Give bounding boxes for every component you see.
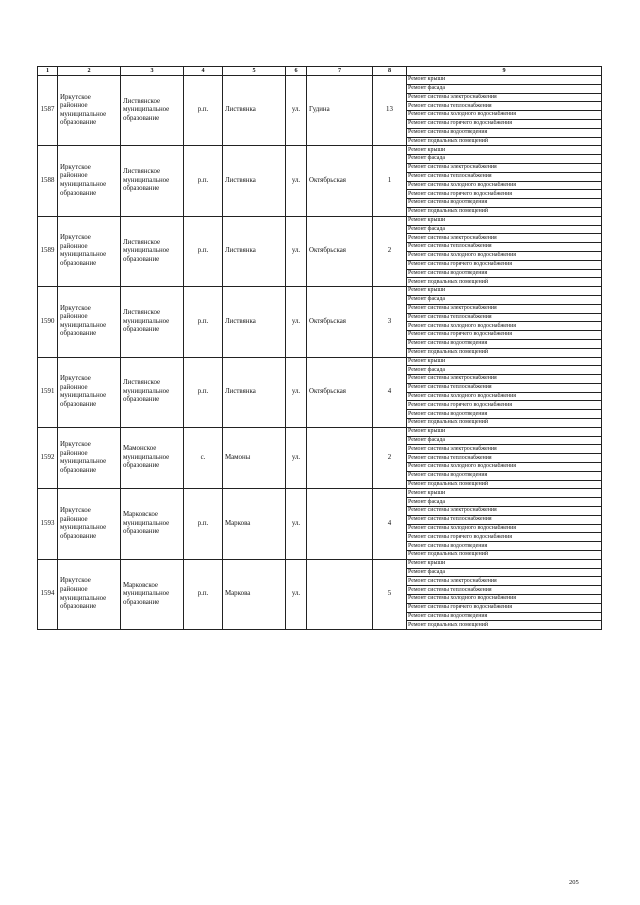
municipality-name: Листвянское муниципальное образование [123, 168, 170, 193]
header-col-6: 6 [286, 67, 307, 76]
locality-name-cell [223, 287, 286, 357]
work-item: Ремонт системы горячего водоснабжения [407, 603, 602, 612]
header-row [38, 67, 602, 76]
house-number: 13 [386, 106, 393, 114]
district-name-cell [58, 489, 121, 559]
table-row [38, 76, 602, 85]
work-item: Ремонт подвальных помещений [407, 348, 602, 357]
house-number-cell [373, 559, 407, 629]
street-name-cell [307, 559, 373, 629]
work-item: Ремонт фасада [407, 295, 602, 304]
work-item: Ремонт системы холодного водоснабжения [407, 251, 602, 260]
locality-name-cell [223, 427, 286, 489]
work-item: Ремонт системы водоотведения [407, 269, 602, 278]
record-number-cell [38, 76, 58, 146]
house-number: 4 [387, 387, 392, 395]
header-col-1: 1 [38, 67, 58, 76]
work-item: Ремонт системы электроснабжения [407, 375, 602, 384]
work-item: Ремонт системы водоотведения [407, 542, 602, 551]
record-number: 1594 [40, 590, 55, 598]
table-body [38, 76, 602, 630]
locality-type-cell [184, 287, 223, 357]
locality-name: Листвянка [225, 106, 256, 114]
street-type-cell [286, 146, 307, 216]
locality-type-cell [184, 559, 223, 629]
locality-name-cell [223, 216, 286, 286]
work-item: Ремонт системы горячего водоснабжения [407, 190, 602, 199]
work-item: Ремонт системы электроснабжения [407, 163, 602, 172]
page-number: 205 [569, 879, 579, 886]
header-col-4: 4 [184, 67, 223, 76]
locality-type: р.п. [197, 317, 209, 325]
municipality-name: Марковское муниципальное образование [123, 511, 170, 536]
record-number: 1590 [40, 317, 55, 325]
work-item: Ремонт системы водоотведения [407, 128, 602, 137]
house-number-cell [373, 146, 407, 216]
header-col-7: 7 [307, 67, 373, 76]
locality-type: р.п. [197, 176, 209, 184]
record-number: 1591 [40, 387, 55, 395]
locality-name-cell [223, 357, 286, 427]
table-row [38, 357, 602, 366]
house-number: 1 [387, 176, 392, 184]
work-item: Ремонт крыши [407, 559, 602, 568]
work-item: Ремонт крыши [407, 427, 602, 436]
work-item: Ремонт крыши [407, 216, 602, 225]
locality-type: р.п. [197, 519, 209, 527]
house-number: 5 [387, 590, 392, 598]
locality-name: Маркова [225, 519, 251, 527]
locality-type-cell [184, 427, 223, 489]
table-row [38, 146, 602, 155]
work-item: Ремонт системы холодного водоснабжения [407, 111, 602, 120]
house-number-cell [373, 287, 407, 357]
street-type: ул. [291, 247, 301, 255]
district-name-cell [58, 427, 121, 489]
house-number: 2 [387, 453, 392, 461]
street-name-cell [307, 287, 373, 357]
locality-name-cell [223, 146, 286, 216]
work-item: Ремонт системы водоотведения [407, 199, 602, 208]
municipality-name-cell [121, 427, 184, 489]
work-item: Ремонт фасада [407, 568, 602, 577]
district-name: Иркутское районное муниципальное образование [60, 440, 107, 474]
table-row [38, 287, 602, 296]
municipality-name: Листвянское муниципальное образование [123, 97, 170, 122]
municipality-name-cell [121, 357, 184, 427]
district-name: Иркутское районное муниципальное образование [60, 163, 107, 197]
locality-name: Маркова [225, 590, 251, 598]
work-item: Ремонт крыши [407, 287, 602, 296]
work-item: Ремонт системы электроснабжения [407, 577, 602, 586]
municipality-name: Листвянское муниципальное образование [123, 308, 170, 334]
street-type: ул. [291, 387, 301, 395]
header-col-2: 2 [58, 67, 121, 76]
record-number-cell [38, 489, 58, 559]
locality-name: Листвянка [225, 387, 256, 395]
street-type: ул. [291, 519, 301, 527]
work-item: Ремонт подвальных помещений [407, 278, 602, 287]
house-number: 2 [387, 247, 392, 255]
locality-type: с. [200, 453, 206, 461]
house-number: 4 [387, 519, 392, 527]
locality-type-cell [184, 357, 223, 427]
work-item: Ремонт системы водоотведения [407, 339, 602, 348]
record-number: 1588 [40, 176, 55, 184]
street-name-cell [307, 489, 373, 559]
street-type: ул. [291, 176, 301, 184]
work-item: Ремонт системы электроснабжения [407, 234, 602, 243]
record-number-cell [38, 427, 58, 489]
work-item: Ремонт фасада [407, 225, 602, 234]
street-name: Октябрьская [309, 317, 346, 325]
district-name: Иркутское районное муниципальное образование [60, 304, 107, 338]
work-item: Ремонт системы холодного водоснабжения [407, 524, 602, 533]
street-type: ул. [291, 590, 301, 598]
work-item: Ремонт крыши [407, 489, 602, 498]
work-item: Ремонт системы теплоснабжения [407, 102, 602, 111]
house-number-cell [373, 216, 407, 286]
table-row [38, 216, 602, 225]
work-item: Ремонт системы водоотведения [407, 471, 602, 480]
street-type-cell [286, 489, 307, 559]
house-number-cell [373, 489, 407, 559]
house-number-cell [373, 427, 407, 489]
work-item: Ремонт системы горячего водоснабжения [407, 401, 602, 410]
work-item: Ремонт фасада [407, 155, 602, 164]
district-name-cell [58, 146, 121, 216]
work-item: Ремонт системы теплоснабжения [407, 383, 602, 392]
work-item: Ремонт системы горячего водоснабжения [407, 260, 602, 269]
work-item: Ремонт системы теплоснабжения [407, 515, 602, 524]
work-item: Ремонт системы теплоснабжения [407, 586, 602, 595]
municipality-name: Листвянское муниципальное образование [123, 379, 170, 404]
work-item: Ремонт системы электроснабжения [407, 507, 602, 516]
municipality-name-cell [121, 76, 184, 146]
street-name: Октябрьская [309, 247, 346, 255]
locality-name: Мамоны [225, 453, 251, 461]
street-type-cell [286, 357, 307, 427]
locality-name: Листвянка [225, 176, 256, 184]
municipality-name: Мамонское муниципальное образование [123, 445, 170, 470]
work-item: Ремонт подвальных помещений [407, 419, 602, 428]
locality-name-cell [223, 76, 286, 146]
work-item: Ремонт системы теплоснабжения [407, 454, 602, 463]
record-number: 1589 [40, 247, 55, 255]
house-number-cell [373, 76, 407, 146]
work-item: Ремонт системы холодного водоснабжения [407, 595, 602, 604]
work-item: Ремонт системы теплоснабжения [407, 313, 602, 322]
district-name: Иркутское районное муниципальное образование [60, 577, 107, 611]
locality-name-cell [223, 559, 286, 629]
table-row [38, 489, 602, 498]
street-type-cell [286, 287, 307, 357]
repair-program-table [37, 66, 602, 630]
locality-name: Листвянка [225, 317, 256, 325]
record-number: 1592 [40, 453, 55, 461]
district-name-cell [58, 357, 121, 427]
municipality-name-cell [121, 287, 184, 357]
work-item: Ремонт системы водоотведения [407, 612, 602, 621]
district-name: Иркутское районное муниципальное образование [60, 93, 107, 127]
district-name-cell [58, 76, 121, 146]
header-col-3: 3 [121, 67, 184, 76]
street-type: ул. [291, 106, 301, 114]
record-number: 1593 [40, 519, 55, 527]
locality-type: р.п. [197, 106, 209, 114]
work-item: Ремонт подвальных помещений [407, 137, 602, 146]
work-item: Ремонт системы горячего водоснабжения [407, 119, 602, 128]
locality-type-cell [184, 146, 223, 216]
work-item: Ремонт системы электроснабжения [407, 93, 602, 102]
locality-name: Листвянка [225, 247, 256, 255]
header-col-5: 5 [223, 67, 286, 76]
street-name-cell [307, 76, 373, 146]
district-name: Иркутское районное муниципальное образование [60, 506, 107, 540]
street-name-cell [307, 357, 373, 427]
district-name-cell [58, 559, 121, 629]
table-row [38, 559, 602, 568]
header-col-9: 9 [407, 67, 602, 76]
district-name: Иркутское районное муниципальное образование [60, 234, 107, 268]
house-number: 3 [387, 317, 392, 325]
locality-type: р.п. [197, 387, 209, 395]
work-item: Ремонт системы холодного водоснабжения [407, 181, 602, 190]
work-item: Ремонт подвальных помещений [407, 480, 602, 489]
work-item: Ремонт фасада [407, 498, 602, 507]
municipality-name-cell [121, 216, 184, 286]
record-number-cell [38, 559, 58, 629]
municipality-name-cell [121, 146, 184, 216]
street-type: ул. [291, 453, 301, 461]
street-type-cell [286, 427, 307, 489]
district-name: Иркутское районное муниципальное образование [60, 375, 107, 408]
locality-type: р.п. [197, 247, 209, 255]
work-item: Ремонт фасада [407, 436, 602, 445]
street-name: Октябрьская [309, 176, 346, 184]
work-item: Ремонт фасада [407, 366, 602, 375]
work-item: Ремонт системы холодного водоснабжения [407, 322, 602, 331]
street-type: ул. [291, 317, 301, 325]
table-row [38, 427, 602, 436]
work-item: Ремонт системы горячего водоснабжения [407, 533, 602, 542]
district-name-cell [58, 287, 121, 357]
district-name-cell [58, 216, 121, 286]
work-item: Ремонт крыши [407, 76, 602, 85]
street-name-cell [307, 216, 373, 286]
locality-type-cell [184, 216, 223, 286]
work-item: Ремонт системы теплоснабжения [407, 243, 602, 252]
locality-type-cell [184, 76, 223, 146]
work-item: Ремонт фасада [407, 84, 602, 93]
work-item: Ремонт подвальных помещений [407, 207, 602, 216]
street-type-cell [286, 76, 307, 146]
header-col-8: 8 [373, 67, 407, 76]
municipality-name: Листвянское муниципальное образование [123, 238, 170, 263]
street-name: Октябрьская [309, 387, 346, 395]
record-number-cell [38, 287, 58, 357]
street-name-cell [307, 146, 373, 216]
work-item: Ремонт системы горячего водоснабжения [407, 331, 602, 340]
street-name: Гудина [309, 106, 330, 114]
municipality-name: Марковское муниципальное образование [123, 581, 170, 606]
record-number-cell [38, 357, 58, 427]
work-item: Ремонт подвальных помещений [407, 621, 602, 630]
house-number-cell [373, 357, 407, 427]
work-item: Ремонт системы теплоснабжения [407, 172, 602, 181]
work-item: Ремонт системы холодного водоснабжения [407, 463, 602, 472]
street-name-cell [307, 427, 373, 489]
record-number-cell [38, 146, 58, 216]
work-item: Ремонт системы холодного водоснабжения [407, 392, 602, 401]
record-number: 1587 [40, 106, 55, 114]
work-item: Ремонт системы электроснабжения [407, 445, 602, 454]
street-type-cell [286, 559, 307, 629]
municipality-name-cell [121, 489, 184, 559]
record-number-cell [38, 216, 58, 286]
municipality-name-cell [121, 559, 184, 629]
work-item: Ремонт системы водоотведения [407, 410, 602, 419]
work-item: Ремонт крыши [407, 357, 602, 366]
locality-type-cell [184, 489, 223, 559]
work-item: Ремонт подвальных помещений [407, 551, 602, 560]
work-item: Ремонт системы электроснабжения [407, 304, 602, 313]
street-type-cell [286, 216, 307, 286]
work-item: Ремонт крыши [407, 146, 602, 155]
locality-name-cell [223, 489, 286, 559]
locality-type: р.п. [197, 590, 209, 598]
